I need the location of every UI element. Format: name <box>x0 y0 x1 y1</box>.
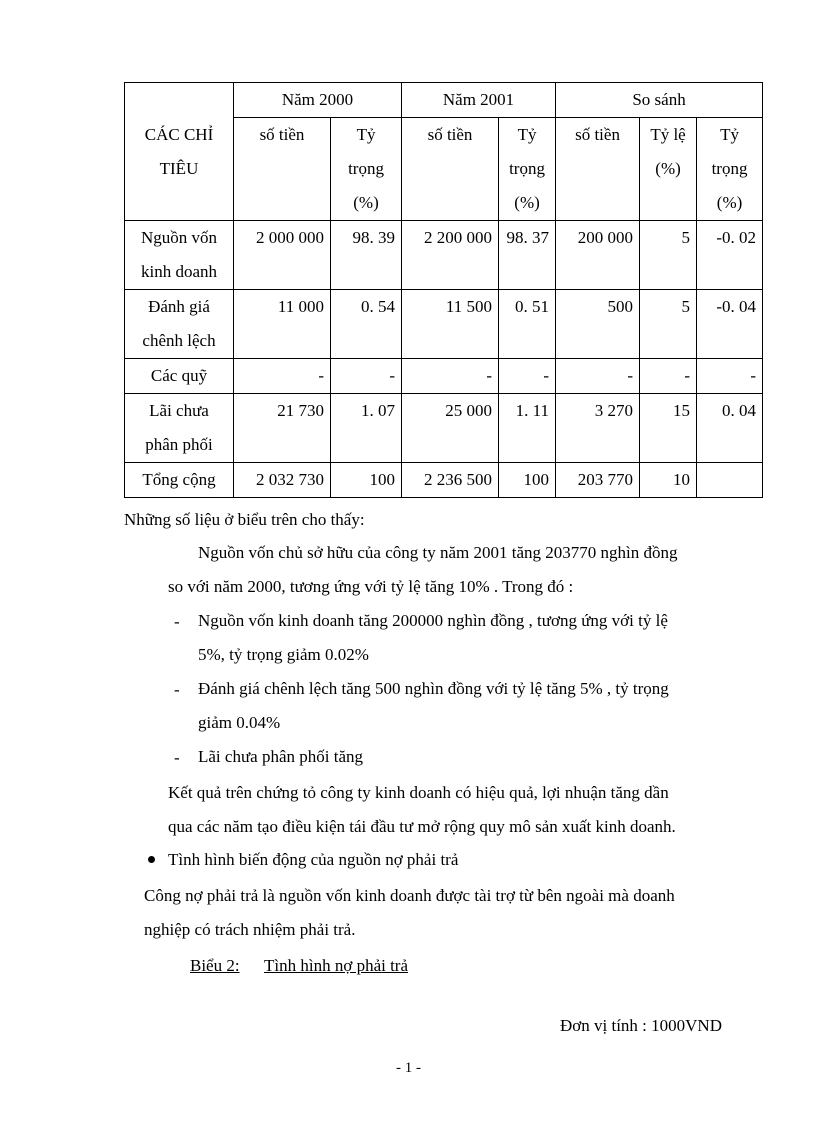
header-year-2001: Năm 2001 <box>402 83 556 118</box>
cell-w2000: 98. 39 <box>331 221 402 290</box>
cell-v2001: 2 200 000 <box>402 221 499 290</box>
table-row <box>125 290 763 359</box>
row-label: Nguồn vốn kinh doanh <box>125 221 234 290</box>
cell-v2001: 2 236 500 <box>402 463 499 498</box>
table-row <box>125 394 763 463</box>
caption-title: Tình hình nợ phải trả <box>264 956 409 975</box>
cell-w2000: - <box>331 359 402 394</box>
table-row <box>125 359 763 394</box>
paragraph-3-line-2: nghiệp có trách nhiệm phải trả. <box>144 920 356 939</box>
sub-rate-compare: Tỷ lệ (%) <box>640 118 697 221</box>
cell-rate: 15 <box>640 394 697 463</box>
row-label: Các quỹ <box>125 359 234 394</box>
sub-weight-compare: Tỷ trọng (%) <box>697 118 763 221</box>
sub-weight-2000: Tỷ trọng (%) <box>331 118 402 221</box>
cell-diff: 500 <box>556 290 640 359</box>
dash-marker: - <box>174 680 180 699</box>
intro-line: Những số liệu ở biểu trên cho thấy: <box>124 510 365 529</box>
unit-note: Đơn vị tính : 1000VND <box>560 1016 722 1035</box>
cell-w2001: 98. 37 <box>499 221 556 290</box>
dash-marker: - <box>174 748 180 767</box>
sub-weight-2001: Tỷ trọng (%) <box>499 118 556 221</box>
cell-v2000: 2 032 730 <box>234 463 331 498</box>
cell-w2000: 0. 54 <box>331 290 402 359</box>
row-label: Đánh giá chênh lệch <box>125 290 234 359</box>
dash-item-1-line-1: Nguồn vốn kinh doanh tăng 200000 nghìn đồng , tương ứng với tỷ lệ <box>198 611 668 630</box>
cell-v2000: 21 730 <box>234 394 331 463</box>
paragraph-2-line-1: Kết quả trên chứng tỏ công ty kinh doanh có hiệu quả, lợi nhuận tăng dần <box>168 783 669 802</box>
cell-w2001: 1. 11 <box>499 394 556 463</box>
cell-v2001: 25 000 <box>402 394 499 463</box>
paragraph-2-line-2: qua các năm tạo điều kiện tái đầu tư mở rộng quy mô sản xuất kinh doanh. <box>168 817 676 836</box>
header-label: CÁC CHỈ TIÊU <box>125 83 234 221</box>
sub-money-2001: số tiền <box>402 118 499 221</box>
cell-w2001: - <box>499 359 556 394</box>
cell-rate: 5 <box>640 290 697 359</box>
cell-rate: 5 <box>640 221 697 290</box>
table-header-row <box>125 83 763 118</box>
paragraph-1-line-1: Nguồn vốn chủ sở hữu của công ty năm 2001 tăng 203770 nghìn đồng <box>198 543 678 562</box>
cell-v2001: 11 500 <box>402 290 499 359</box>
cell-w2001: 0. 51 <box>499 290 556 359</box>
cell-dw: - <box>697 359 763 394</box>
cell-diff: 3 270 <box>556 394 640 463</box>
bullet-heading: Tình hình biến động của nguồn nợ phải trả <box>168 850 459 869</box>
table-row <box>125 221 763 290</box>
header-year-2000: Năm 2000 <box>234 83 402 118</box>
bullet-dot <box>148 856 155 863</box>
sub-money-compare: số tiền <box>556 118 640 221</box>
cell-rate: - <box>640 359 697 394</box>
cell-w2000: 100 <box>331 463 402 498</box>
table-total-row <box>125 463 763 498</box>
page-number: - 1 - <box>396 1060 421 1076</box>
row-label: Tổng cộng <box>125 463 234 498</box>
dash-item-2-line-1: Đánh giá chênh lệch tăng 500 nghìn đồng với tỷ lệ tăng 5% , tỷ trọng <box>198 679 669 698</box>
cell-diff: 200 000 <box>556 221 640 290</box>
cell-dw <box>697 463 763 498</box>
cell-v2000: - <box>234 359 331 394</box>
cell-dw: -0. 04 <box>697 290 763 359</box>
cell-dw: 0. 04 <box>697 394 763 463</box>
row-label: Lãi chưa phân phối <box>125 394 234 463</box>
cell-v2001: - <box>402 359 499 394</box>
caption-label: Biểu 2: <box>190 956 240 975</box>
cell-dw: -0. 02 <box>697 221 763 290</box>
header-compare: So sánh <box>556 83 763 118</box>
cell-diff: 203 770 <box>556 463 640 498</box>
cell-w2000: 1. 07 <box>331 394 402 463</box>
dash-item-1-line-2: 5%, tỷ trọng giảm 0.02% <box>198 645 369 664</box>
sub-money-2000: số tiền <box>234 118 331 221</box>
paragraph-3-line-1: Công nợ phải trả là nguồn vốn kinh doanh được tài trợ từ bên ngoài mà doanh <box>144 886 675 905</box>
cell-w2001: 100 <box>499 463 556 498</box>
equity-table <box>124 82 763 498</box>
dash-item-3-line-1: Lãi chưa phân phối tăng <box>198 747 363 766</box>
dash-marker: - <box>174 612 180 631</box>
cell-v2000: 2 000 000 <box>234 221 331 290</box>
cell-diff: - <box>556 359 640 394</box>
cell-v2000: 11 000 <box>234 290 331 359</box>
paragraph-1-line-2: so với năm 2000, tương ứng với tỷ lệ tăng 10% . Trong đó : <box>168 577 574 596</box>
dash-item-2-line-2: giảm 0.04% <box>198 713 281 732</box>
cell-rate: 10 <box>640 463 697 498</box>
